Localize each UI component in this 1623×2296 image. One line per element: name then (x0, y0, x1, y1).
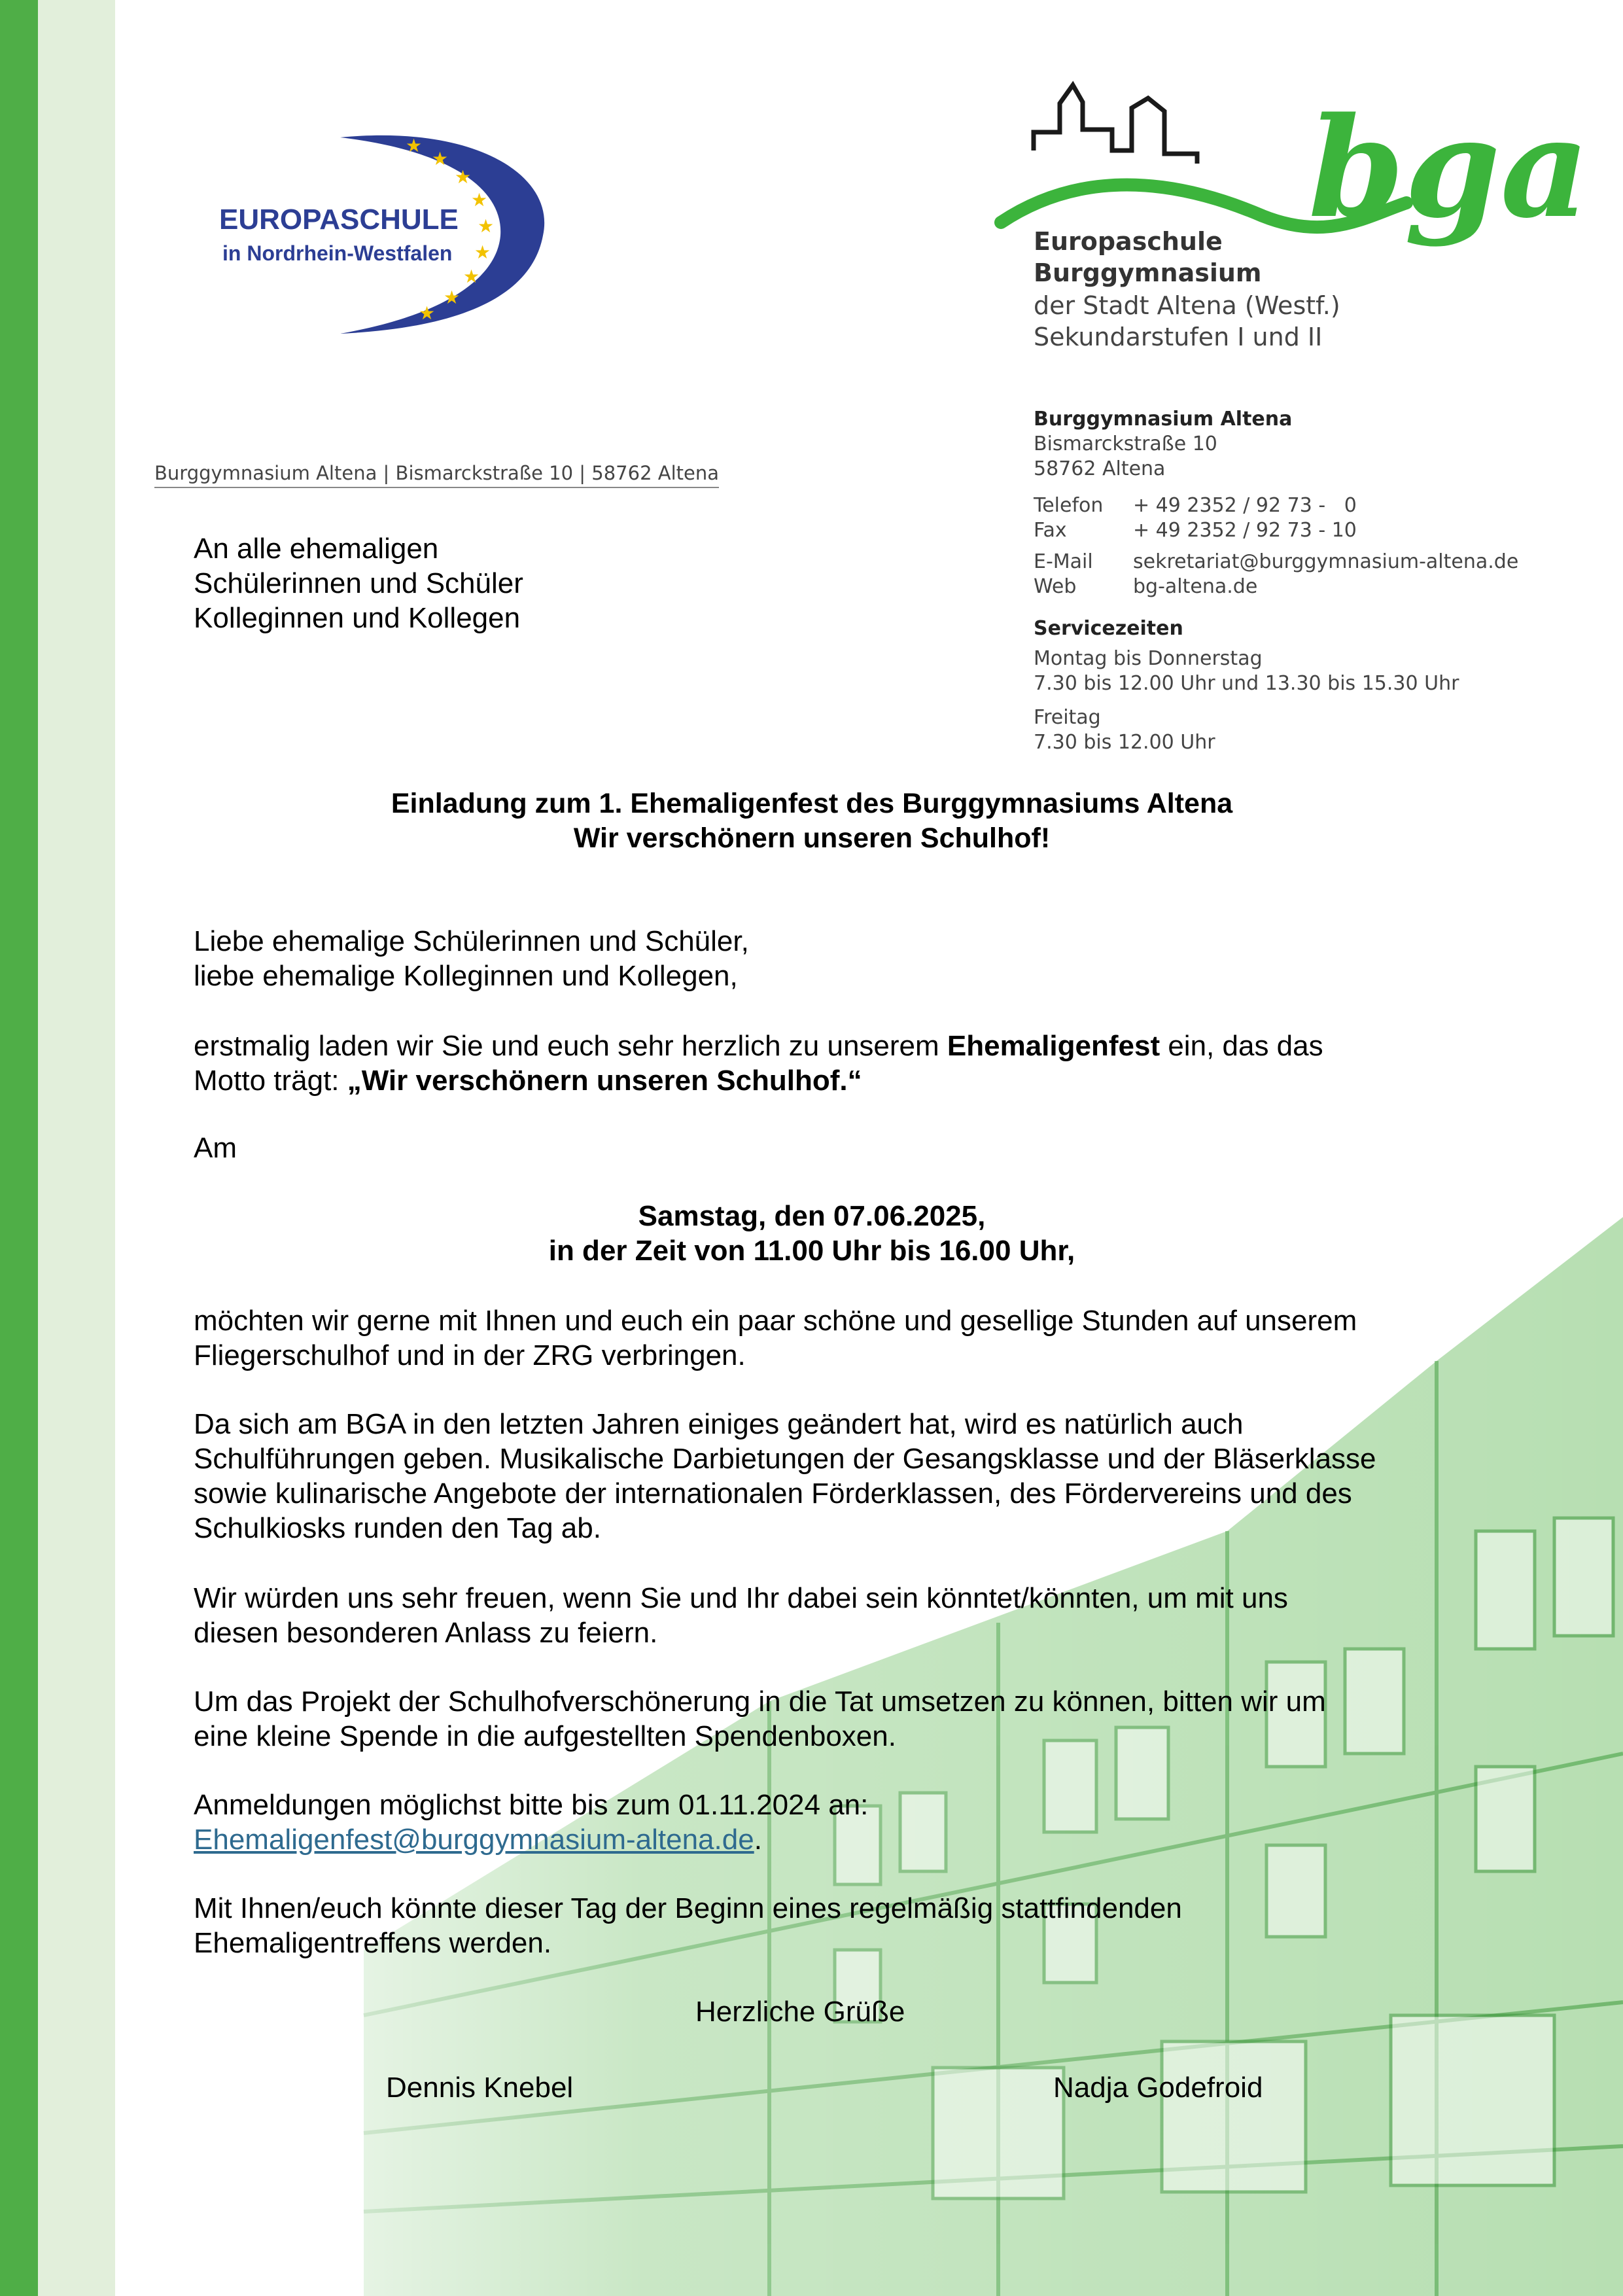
p2-line3: sowie kulinarische Angebote der internationalen Förderklassen, des Fördervereins und des (194, 1477, 1352, 1510)
bga-mark: bga (1308, 87, 1590, 249)
contact-city: 58762 Altena (1034, 457, 1166, 480)
bga-name-line3: der Stadt Altena (Westf.) (1034, 291, 1340, 320)
recipient-line3: Kolleginnen und Kollegen (194, 602, 521, 634)
email-value[interactable]: sekretariat@burggymnasium-altena.de (1133, 550, 1519, 573)
service-hours2: 7.30 bis 12.00 Uhr (1034, 731, 1215, 754)
paragraph-6 (194, 1891, 1469, 1960)
svg-text:★: ★ (455, 166, 472, 188)
event-time: in der Zeit von 11.00 Uhr bis 16.00 Uhr, (548, 1235, 1075, 1267)
side-stripe-light (38, 0, 115, 2296)
web-value[interactable]: bg-altena.de (1133, 575, 1258, 598)
signer-2: Nadja Godefroid (1053, 2072, 1263, 2104)
closing-greeting: Herzliche Grüße (695, 1996, 905, 2028)
bga-name-line4: Sekundarstufen I und II (1034, 323, 1323, 351)
side-stripe-dark (0, 0, 38, 2296)
paragraph-4 (194, 1684, 1469, 1754)
recipient-block (194, 531, 523, 635)
intro-text-a: erstmalig laden wir Sie und euch sehr herzlich zu unserem (194, 1030, 947, 1062)
contact-street: Bismarckstraße 10 (1034, 433, 1217, 455)
eu-logo-line1: EUROPASCHULE (219, 203, 459, 236)
svg-text:★: ★ (432, 148, 449, 169)
signer-1: Dennis Knebel (386, 2072, 574, 2104)
intro-paragraph (194, 1029, 1469, 1098)
salutation-line2: liebe ehemalige Kolleginnen und Kollegen, (194, 960, 738, 992)
p4-line2: eine kleine Spende in die aufgestellten Spendenboxen. (194, 1720, 896, 1752)
title-line1: Einladung zum 1. Ehemaligenfest des Burggymnasiums Altena (391, 788, 1233, 819)
p3-line2: diesen besonderen Anlass zu feiern. (194, 1617, 658, 1649)
paragraph-1 (194, 1303, 1469, 1373)
contact-org: Burggymnasium Altena (1034, 408, 1293, 431)
svg-text:★: ★ (471, 189, 488, 211)
p6-line2: Ehemaligentreffens werden. (194, 1927, 552, 1959)
title-line2: Wir verschönern unseren Schulhof! (573, 822, 1051, 854)
p3-line1: Wir würden uns sehr freuen, wenn Sie und Ihr dabei sein könntet/könnten, um mit uns (194, 1582, 1288, 1614)
intro-bold: Ehemaligenfest (947, 1030, 1161, 1062)
svg-text:★: ★ (406, 135, 423, 156)
intro-text-b: ein, das das (1160, 1030, 1323, 1062)
fax-label: Fax (1034, 519, 1067, 542)
paragraph-2 (194, 1407, 1469, 1545)
paragraph-5 (194, 1788, 1469, 1857)
phone-label: Telefon (1034, 494, 1104, 517)
sender-line: Burggymnasium Altena | Bismarckstraße 10 | 58762 Altena (154, 462, 719, 488)
motto: „Wir verschönern unseren Schulhof.“ (347, 1065, 862, 1097)
p4-line1: Um das Projekt der Schulhofverschönerung in die Tat umsetzen zu können, bitten wir um (194, 1686, 1326, 1718)
p1-line1: möchten wir gerne mit Ihnen und euch ein paar schöne und gesellige Stunden auf unserem (194, 1305, 1357, 1337)
recipient-line1: An alle ehemaligen (194, 533, 439, 565)
europaschule-logo (203, 131, 556, 340)
web-label: Web (1034, 575, 1077, 598)
salutation (194, 924, 1469, 993)
letter-title (115, 786, 1509, 856)
am-line: Am (194, 1132, 237, 1164)
email-label: E-Mail (1034, 550, 1093, 573)
bga-name-line1: Europaschule (1034, 227, 1223, 256)
p2-line1: Da sich am BGA in den letzten Jahren einiges geändert hat, wird es natürlich auch (194, 1408, 1244, 1440)
event-date: Samstag, den 07.06.2025, (638, 1200, 986, 1232)
recipient-line2: Schülerinnen und Schüler (194, 567, 523, 599)
svg-text:★: ★ (474, 241, 491, 263)
p5-line1: Anmeldungen möglichst bitte bis zum 01.11.2024 an: (194, 1789, 869, 1821)
fax-value: + 49 2352 / 92 73 - 10 (1133, 519, 1357, 542)
p6-line1: Mit Ihnen/euch könnte dieser Tag der Beginn eines regelmäßig stattfindenden (194, 1892, 1182, 1924)
event-date-block (115, 1199, 1509, 1268)
svg-text:★: ★ (478, 215, 495, 237)
eu-logo-line2: in Nordrhein-Westfalen (222, 241, 453, 265)
svg-text:★: ★ (444, 287, 461, 308)
p2-line2: Schulführungen geben. Musikalische Darbietungen der Gesangsklasse und der Bläserklasse (194, 1443, 1376, 1475)
svg-text:★: ★ (463, 266, 480, 287)
intro-text-c: Motto trägt: (194, 1065, 347, 1097)
service-heading: Servicezeiten (1034, 617, 1183, 640)
salutation-line1: Liebe ehemalige Schülerinnen und Schüler, (194, 925, 749, 957)
phone-value: + 49 2352 / 92 73 - 0 (1133, 494, 1357, 517)
p1-line2: Fliegerschulhof und in der ZRG verbringen. (194, 1339, 746, 1371)
service-days2: Freitag (1034, 706, 1101, 729)
svg-text:★: ★ (419, 302, 436, 324)
contact-block (1034, 407, 1518, 755)
p2-line4: Schulkiosks runden den Tag ab. (194, 1512, 601, 1544)
paragraph-3 (194, 1581, 1469, 1650)
bga-name-line2: Burggymnasium (1034, 258, 1262, 287)
service-hours1: 7.30 bis 12.00 Uhr und 13.30 bis 15.30 Uhr (1034, 672, 1459, 695)
p5-dot: . (754, 1824, 762, 1856)
registration-email-link[interactable]: Ehemaligenfest@burggymnasium-altena.de (194, 1824, 754, 1856)
service-days1: Montag bis Donnerstag (1034, 647, 1263, 670)
